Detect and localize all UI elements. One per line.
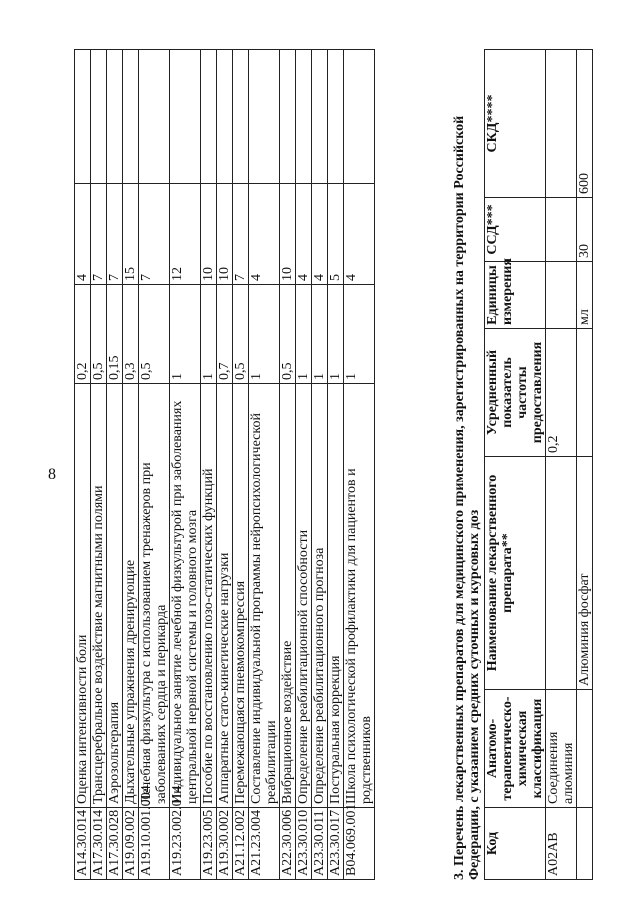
cell-extra (249, 50, 280, 184)
cell-freq: 0,15 (107, 285, 123, 384)
cell-skd (546, 50, 577, 198)
cell-atc (577, 690, 593, 808)
cell-code: A19.10.001.004 (139, 808, 170, 880)
cell-drug: Алюминия фосфат (577, 457, 593, 690)
cell-name: Составление индивидуальной программы нейропсихологической реабилитации (249, 384, 280, 808)
cell-name: Вибрационное воздействие (280, 384, 296, 808)
cell-freq: 0,5 (233, 285, 249, 384)
cell-code: A23.30.017 (328, 808, 344, 880)
cell-extra (280, 50, 296, 184)
table-row (217, 50, 233, 880)
cell-mult: 4 (75, 184, 91, 285)
cell-name: Индивидуальное занятие лечебной физкультурой при заболеваниях центральной нервной системы и головного мозга (170, 384, 201, 808)
cell-name: Оценка интенсивности боли (75, 384, 91, 808)
table-row (328, 50, 344, 880)
cell-freq: 1 (312, 285, 328, 384)
cell-mult: 12 (170, 184, 201, 285)
table-row (577, 50, 593, 880)
cell-freq: 1 (170, 285, 201, 384)
cell-code (577, 808, 593, 880)
cell-freq: 0,5 (139, 285, 170, 384)
table-row (91, 50, 107, 880)
cell-name: Дыхательные упражнения дренирующие (123, 384, 139, 808)
cell-mult: 7 (233, 184, 249, 285)
cell-extra (123, 50, 139, 184)
cell-code: A23.30.011 (312, 808, 328, 880)
cell-name: Лечебная физкультура с использованием тренажеров при заболеваниях сердца и перикарда (139, 384, 170, 808)
cell-sdd: 30 (577, 198, 593, 262)
cell-freq: 0,7 (217, 285, 233, 384)
cell-mult: 7 (91, 184, 107, 285)
cell-extra (217, 50, 233, 184)
table-row (123, 50, 139, 880)
cell-freq (577, 329, 593, 457)
header-atc: Анатомо-терапевтическо-химическая классификация (485, 690, 546, 808)
cell-extra (75, 50, 91, 184)
table-row (139, 50, 170, 880)
medicines-table-header-row (485, 50, 546, 880)
table-row (312, 50, 328, 880)
cell-freq: 1 (296, 285, 312, 384)
cell-freq: 0,5 (91, 285, 107, 384)
cell-extra (107, 50, 123, 184)
table-row (296, 50, 312, 880)
cell-code: A17.30.014 (91, 808, 107, 880)
cell-freq: 0,2 (546, 329, 577, 457)
header-sdd: ССД*** (485, 198, 546, 262)
cell-extra (328, 50, 344, 184)
cell-extra (201, 50, 217, 184)
cell-mult: 4 (344, 184, 375, 285)
cell-freq: 0,5 (280, 285, 296, 384)
cell-name: Определение реабилитационной способности (296, 384, 312, 808)
cell-name: Аппаратные стато-кинетические нагрузки (217, 384, 233, 808)
table-row (201, 50, 217, 880)
cell-mult: 4 (296, 184, 312, 285)
cell-mult: 7 (107, 184, 123, 285)
rotated-page-content (74, 45, 592, 880)
cell-freq: 1 (249, 285, 280, 384)
medicines-table (484, 49, 593, 880)
cell-code: A21.12.002 (233, 808, 249, 880)
cell-code: A14.30.014 (75, 808, 91, 880)
table-row (233, 50, 249, 880)
table-row (75, 50, 91, 880)
cell-extra (296, 50, 312, 184)
cell-extra (344, 50, 375, 184)
cell-extra (170, 50, 201, 184)
table-row (170, 50, 201, 880)
header-unit: Единицы измерения (485, 262, 546, 329)
cell-code: A23.30.010 (296, 808, 312, 880)
cell-sdd (546, 198, 577, 262)
cell-code: A17.30.028 (107, 808, 123, 880)
cell-atc: Соединения алюминия (546, 690, 577, 808)
cell-code: A02AB (546, 808, 577, 880)
cell-unit: мл (577, 262, 593, 329)
cell-unit (546, 262, 577, 329)
cell-code: A22.30.006 (280, 808, 296, 880)
cell-mult: 15 (123, 184, 139, 285)
medicines-table-body (546, 50, 593, 880)
cell-code: A19.23.002.014 (170, 808, 201, 880)
table-row (546, 50, 577, 880)
cell-code: A21.23.004 (249, 808, 280, 880)
cell-code: B04.069.001 (344, 808, 375, 880)
table-row (249, 50, 280, 880)
table-row (344, 50, 375, 880)
medical-services-table (74, 49, 375, 880)
section-3-title: 3. Перечень лекарственных препаратов для медицинского применения, зарегистрированных на территории Российской Федерации, с указанием средних суточных и курсовых доз (452, 115, 482, 880)
cell-mult: 10 (217, 184, 233, 285)
cell-freq: 1 (201, 285, 217, 384)
cell-mult: 5 (328, 184, 344, 285)
cell-extra (91, 50, 107, 184)
cell-name: Пособие по восстановлению позо-статических функций (201, 384, 217, 808)
cell-drug (546, 457, 577, 690)
cell-extra (312, 50, 328, 184)
medical-services-table-body (75, 50, 375, 880)
cell-code: A19.30.002 (217, 808, 233, 880)
cell-freq: 1 (328, 285, 344, 384)
cell-freq: 0,3 (123, 285, 139, 384)
cell-extra (233, 50, 249, 184)
cell-name: Трансцеребральное воздействие магнитными полями (91, 384, 107, 808)
cell-name: Школа психологической профилактики для пациентов и родственников (344, 384, 375, 808)
table-row (280, 50, 296, 880)
cell-name: Постуральная коррекция (328, 384, 344, 808)
cell-skd: 600 (577, 50, 593, 198)
cell-mult: 4 (249, 184, 280, 285)
cell-extra (139, 50, 170, 184)
cell-freq: 0,2 (75, 285, 91, 384)
page-number: 8 (48, 466, 56, 483)
cell-mult: 10 (201, 184, 217, 285)
cell-name: Перемежающаяся пневмокомпрессия (233, 384, 249, 808)
header-skd: СКД**** (485, 50, 546, 198)
cell-name: Определение реабилитационного прогноза (312, 384, 328, 808)
header-frequency: Усредненный показатель частоты предоставления (485, 329, 546, 457)
table-row (107, 50, 123, 880)
header-drug-name: Наименование лекарственного препарата** (485, 457, 546, 690)
cell-mult: 7 (139, 184, 170, 285)
cell-mult: 10 (280, 184, 296, 285)
cell-mult: 4 (312, 184, 328, 285)
cell-freq: 1 (344, 285, 375, 384)
cell-code: A19.09.002 (123, 808, 139, 880)
cell-code: A19.23.005 (201, 808, 217, 880)
cell-name: Аэрозольтерапия (107, 384, 123, 808)
header-code: Код (485, 808, 546, 880)
